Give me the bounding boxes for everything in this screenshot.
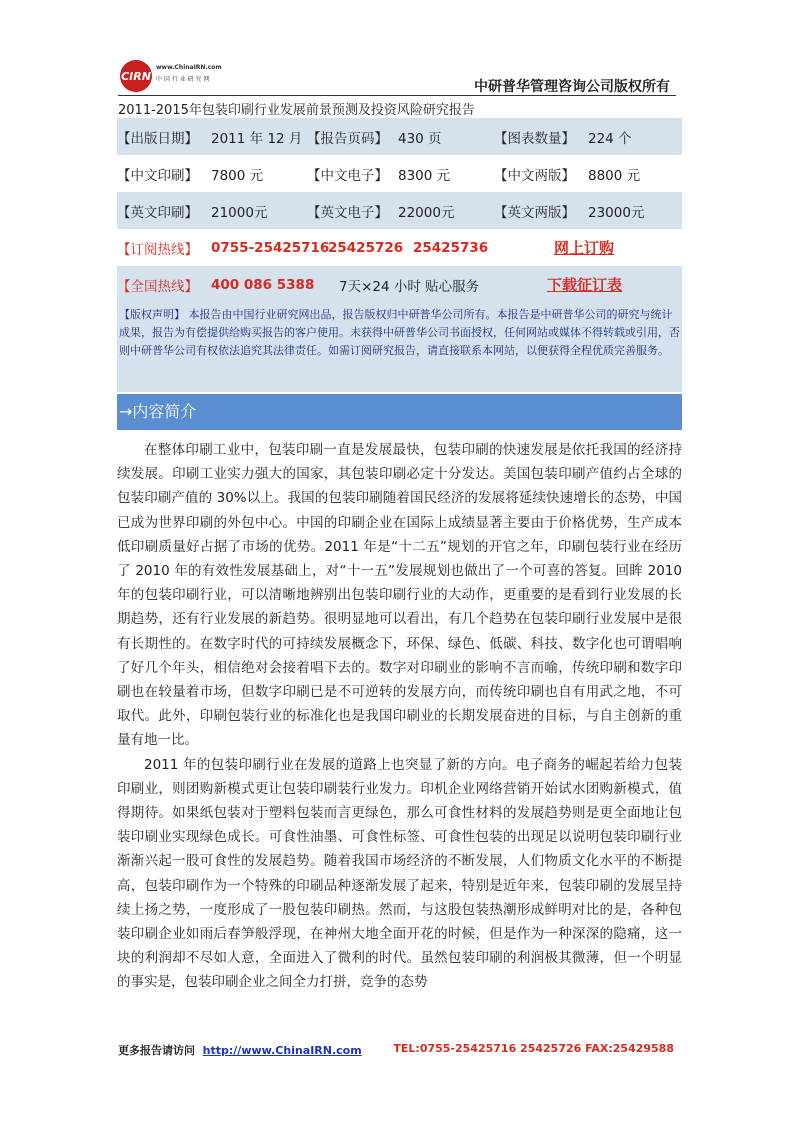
footer-visit	[118, 1042, 362, 1058]
subscription-phone-2: 25425726	[328, 239, 404, 256]
chart-count-label: 【图表数量】	[494, 130, 575, 147]
notice-text: 本报告由中国行业研究网出品，报告版权归中研普华公司所有。本报告是中研普华公司的研究与统计成果，报告为有偿提供给购买报告的客户使用。未获得中研普华公司书面授权，任何网站或媒体不得转载或引用，否则中研普华公司有权依法追究其法律责任。如需订阅研究报告，请直接联系本网站，以便获得全程优质完善服务。	[119, 308, 680, 357]
info-row-subscription	[117, 229, 682, 266]
header-divider	[118, 95, 676, 96]
footer-contact: TEL:0755-25425716 25425726 FAX:25429588	[393, 1042, 674, 1055]
info-row-national	[117, 266, 682, 303]
page-footer	[118, 1042, 674, 1060]
report-info-table	[117, 118, 682, 303]
content-paragraph-1: 在整体印刷工业中，包装印刷一直是发展最快，包装印刷的快速发展是依托我国的经济持续发展。印刷工业实力强大的国家，其包装印刷必定十分发达。美国包装印刷产值约占全球的包装印刷产值的 30%以上。我国的包装印刷随着国民经济的发展将延续快速增长的态势，中国已成为世界印刷的外包中心。中国的印刷企业在国际上成绩显著主要由于价格优势，生产成本低印刷质量好占据了市场的优势。2011 年是“十二五”规划的开官之年，印刷包装行业在经历了 2010 年的有效性发展基础上，对“十一五”发展规划也做出了一个可喜的答复。回眸 2010 年的包装印刷行业，可以清晰地辨别出包装印刷行业的大动作，更重要的是看到行业发展的长期趋势，还有行业发展的新趋势。很明显地可以看出，有几个趋势在包装印刷行业发展中是很有长期性的。在数字时代的可持续发展概念下，环保、绿色、低碳、科技、数字化也可谓唱响了好几个年头，相信绝对会接着唱下去的。数字对印刷业的影响不言而喻，传统印刷和数字印刷也在较量着市场，但数字印刷已是不可逆转的发展方向，而传统印刷也自有用武之地，不可取代。此外，印刷包装行业的标准化也是我国印刷业的长期发展奋进的目标，与自主创新的重量有地一比。	[117, 442, 682, 749]
national-hotline-phone: 400 086 5388	[211, 276, 315, 293]
notice-label: 【版权声明】	[119, 308, 185, 321]
cn-both-label: 【中文两版】	[494, 167, 575, 184]
en-electronic-label: 【英文电子】	[307, 204, 388, 221]
footer-url-link[interactable]: http://www.ChinaIRN.com	[202, 1044, 362, 1057]
en-print-label: 【英文印刷】	[117, 204, 198, 221]
section-header: →内容简介	[117, 394, 682, 430]
download-order-form-link[interactable]: 下载征订表	[547, 276, 623, 294]
publish-date-label: 【出版日期】	[117, 130, 198, 147]
cn-electronic-label: 【中文电子】	[307, 167, 388, 184]
page-count-label: 【报告页码】	[307, 130, 388, 147]
cn-electronic-price: 8300 元	[398, 167, 451, 184]
chart-count-value: 224 个	[588, 130, 632, 147]
content-body	[117, 438, 682, 995]
subscription-phone-3: 25425736	[413, 239, 489, 256]
cn-both-price: 8800 元	[588, 167, 641, 184]
report-title: 2011-2015年包装印刷行业发展前景预测及投资风险研究报告	[118, 103, 475, 118]
service-hours: 7天×24 小时 贴心服务	[339, 278, 480, 295]
publish-date-value: 2011 年 12 月	[211, 130, 303, 147]
content-paragraph-2: 2011 年的包装印刷行业在发展的道路上也突显了新的方向。电子商务的崛起若给力包装印刷业，则团购新模式更让包装印刷装行业发力。印机企业网络营销开始试水团购新模式，值得期待。如果纸包装对于塑料包装而言更绿色，那么可食性材料的发展趋势则是更全面地让包装印刷业实现绿色成长。可食性油墨、可食性标签、可食性包装的出现足以说明包装印刷行业渐渐兴起一股可食性的发展趋势。随着我国市场经济的不断发展，人们物质文化水平的不断提高，包装印刷作为一个特殊的印刷品种逐渐发展了起来，特别是近年来，包装印刷的发展呈持续上扬之势，一度形成了一股包装印刷热。然而，与这股包装热潮形成鲜明对比的是，各种包装印刷企业如雨后春笋般浮现，在神州大地全面开花的时候，但是作为一种深深的隐痛，这一块的利润却不尽如人意，全面进入了微利的时代。虽然包装印刷的利润极其微薄，但一个明显的事实是，包装印刷企业之间全力打拼，竞争的态势	[117, 756, 682, 991]
page-header	[118, 60, 676, 94]
logo-url: www.ChinaIRN.com	[156, 64, 222, 71]
logo-mark: CIRN	[120, 60, 152, 92]
en-both-price: 23000元	[588, 204, 645, 221]
cn-print-price: 7800 元	[211, 167, 264, 184]
page-count-value: 430 页	[398, 130, 442, 147]
logo-chinese-name: 中 国 行 业 研 究 网	[156, 76, 210, 83]
info-row-chinese-price	[117, 155, 682, 192]
cn-print-label: 【中文印刷】	[117, 167, 198, 184]
online-order-link[interactable]: 网上订购	[554, 239, 615, 257]
info-row-publication	[117, 118, 682, 155]
subscription-hotline-label: 【订阅热线】	[117, 241, 198, 258]
en-both-label: 【英文两版】	[494, 204, 575, 221]
en-electronic-price: 22000元	[398, 204, 455, 221]
national-hotline-label: 【全国热线】	[117, 278, 198, 295]
info-row-english-price	[117, 192, 682, 229]
copyright-text: 中研普华管理咨询公司版权所有	[474, 79, 670, 95]
footer-prefix: 更多报告请访问	[118, 1044, 195, 1057]
en-print-price: 21000元	[211, 204, 268, 221]
copyright-notice	[117, 303, 682, 392]
subscription-phone-1: 0755-25425716	[211, 239, 330, 256]
company-logo	[118, 60, 248, 94]
